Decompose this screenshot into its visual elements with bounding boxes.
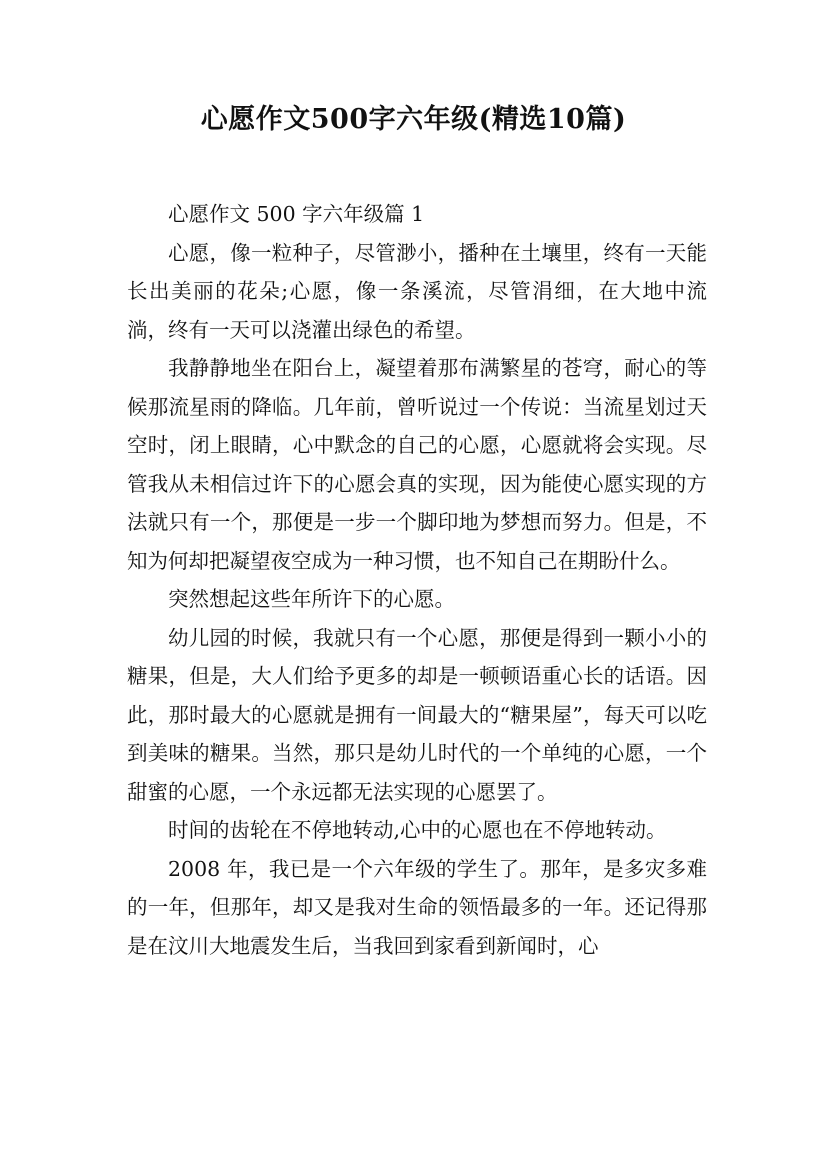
- document-title: 心愿作文500字六年级(精选10篇): [200, 104, 627, 135]
- document-body: [127, 195, 707, 965]
- paragraph-6: 2008 年，我已是一个六年级的学生了。那年，是多灾多难的一年，但那年，却又是我对生命的领悟最多的一年。还记得那是在汶川大地震发生后，当我回到家看到新闻时，心: [127, 856, 707, 958]
- paragraph-3: 突然想起这些年所许下的心愿。: [168, 587, 455, 611]
- paragraph-1: 心愿，像一粒种子，尽管渺小，播种在土壤里，终有一天能长出美丽的花朵;心愿，像一条溪流，尽管涓细，在大地中流淌，终有一天可以浇灌出绿色的希望。: [127, 240, 707, 342]
- paragraph-2: 我静静地坐在阳台上，凝望着那布满繁星的苍穹，耐心的等候那流星雨的降临。几年前，曾听说过一个传说：当流星划过天空时，闭上眼睛，心中默念的自己的心愿，心愿就将会实现。尽管我从未相信过许下的心愿会真的实现，因为能使心愿实现的方法就只有一个，那便是一步一个脚印地为梦想而努力。但是，不知为何却把凝望夜空成为一种习惯，也不知自己在期盼什么。: [127, 356, 707, 573]
- section-heading: 心愿作文 500 字六年级篇 1: [168, 202, 425, 226]
- paragraph-4: 幼儿园的时候，我就只有一个心愿，那便是得到一颗小小的糖果，但是，大人们给予更多的却是一顿顿语重心长的话语。因此，那时最大的心愿就是拥有一间最大的“糖果屋”，每天可以吃到美味的糖果。当然，那只是幼儿时代的一个单纯的心愿，一个甜蜜的心愿，一个永远都无法实现的心愿罢了。: [127, 625, 707, 804]
- paragraph-5: 时间的齿轮在不停地转动,心中的心愿也在不停地转动。: [168, 818, 667, 842]
